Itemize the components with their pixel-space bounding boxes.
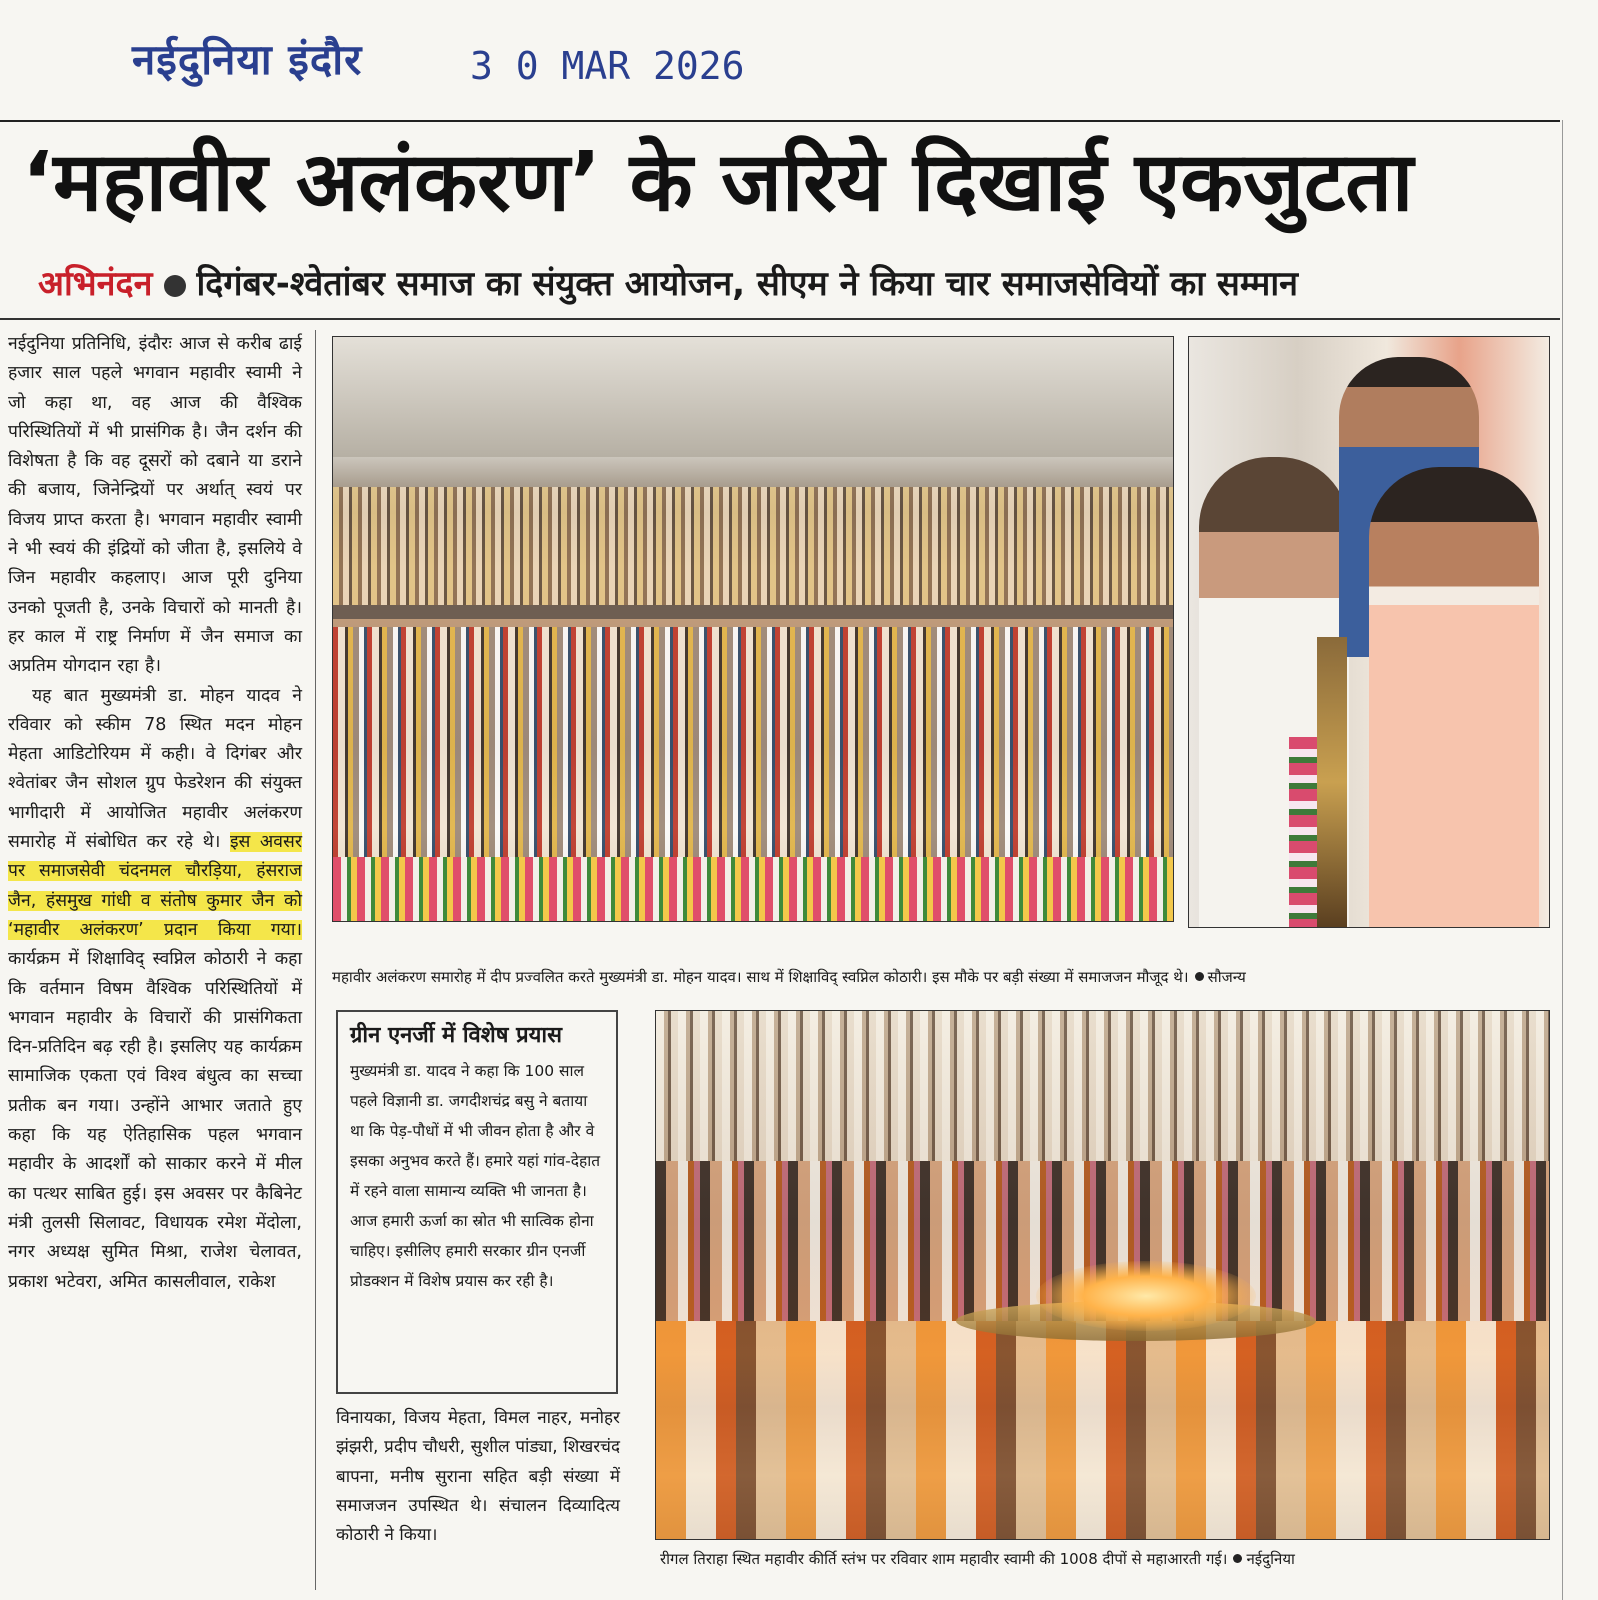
photo-ceiling bbox=[333, 337, 1173, 457]
date-stamp: 3 0 MAR 2026 bbox=[470, 44, 745, 88]
article-paragraph-2 bbox=[8, 682, 302, 1297]
headline: ‘महावीर अलंकरण’ के जरिये दिखाई एकजुटता bbox=[22, 135, 1414, 230]
article-paragraph-1: नईदुनिया प्रतिनिधि, इंदौरः आज से करीब ढाई हजार साल पहले भगवान महावीर स्वामी ने जो कहा था, वह आज की वैश्विक परिस्थितियों में भी प्रासंगिक है। जैन दर्शन की विशेषता है कि वह दूसरों को दबाने या डराने की बजाय, जिनेन्द्रियों पर अर्थात् स्वयं पर विजय प्राप्त करता है। भगवान महावीर स्वामी ने भी स्वयं की इंद्रियों को जीता है, इसलिये वे जिन महावीर कहलाए। आज पूरी दुनिया उनको पूजती है, उनके विचारों को मानती है। हर काल में राष्ट्र निर्माण में जैन समाज का अप्रतिम योगदान रहा है। bbox=[8, 334, 302, 677]
photo-balcony-rail bbox=[333, 605, 1173, 619]
credit-dot-icon bbox=[1195, 972, 1204, 981]
article-paragraph-2a: यह बात मुख्यमंत्री डा. मोहन यादव ने रविवार को स्कीम 78 स्थित मदन मोहन मेहता आडिटोरियम में कही। वे दिगंबर और श्वेतांबर जैन सोशल ग्रुप फेडरेशन की संयुक्त भागीदारी में आयोजित महावीर अलंकरण समारोह में संबोधित कर रहे थे। bbox=[8, 685, 302, 853]
sidebar-box bbox=[336, 1010, 618, 1394]
article-column-1 bbox=[8, 330, 302, 1297]
highlighted-text: इस अवसर पर समाजसेवी चंदनमल चौरड़िया, हंसराज जैन, हंसमुख गांधी व संतोष कुमार जैन को ‘महावीर अलंकरण’ प्रदान किया गया। bbox=[8, 832, 302, 940]
caption-2-text: रीगल तिराहा स्थित महावीर कीर्ति स्तंभ पर रविवार शाम महावीर स्वामी की 1008 दीपों से महाआरती गई। bbox=[660, 1550, 1228, 1568]
box-title: ग्रीन एनर्जी में विशेष प्रयास bbox=[350, 1023, 562, 1048]
kicker-rule bbox=[0, 318, 1560, 320]
photo-balcony-crowd bbox=[333, 487, 1173, 617]
credit-dot-icon bbox=[1233, 1554, 1242, 1563]
kicker-tag: अभिनंदन bbox=[38, 264, 153, 304]
newspaper-stamp: नईदुनिया इंदौर bbox=[132, 35, 363, 84]
caption-2-credit: नईदुनिया bbox=[1246, 1550, 1295, 1568]
kicker-text: दिगंबर-श्वेतांबर समाज का संयुक्त आयोजन, सीएम ने किया चार समाजसेवियों का सम्मान bbox=[196, 264, 1299, 304]
photo-stage-flowers bbox=[333, 857, 1173, 921]
photo-lamp bbox=[1317, 637, 1347, 927]
photo-main-crowd bbox=[333, 627, 1173, 857]
article-column-2 bbox=[336, 1404, 620, 1550]
kicker-bullet bbox=[164, 275, 186, 297]
article-paragraph-2b: कार्यक्रम में शिक्षाविद् स्वप्निल कोठारी ने कहा कि वर्तमान विषम वैश्विक परिस्थितियों में भगवान महावीर के विचारों की प्रासंगिकता दिन-प्रतिदिन बढ़ रही है। इसलिए यह कार्यक्रम सामाजिक एकता एवं विश्व बंधुत्व का सच्चा प्रतीक बन गया। उन्होंने आभार जताते हुए कहा कि यह ऐतिहासिक पहल भगवान महावीर के आदर्शों को साकार करने में मील का पत्थर साबित हुई। इस अवसर पर कैबिनेट मंत्री तुलसी सिलावट, विधायक रमेश मेंदोला, नगर अध्यक्ष सुमित मिश्रा, राजेश चेलावत, प्रकाश भटेवरा, अमित कासलीवाल, राकेश bbox=[8, 949, 302, 1292]
photo-background-crowd bbox=[656, 1011, 1549, 1161]
photo-caption-2 bbox=[660, 1548, 1548, 1570]
caption-1-text: महावीर अलंकरण समारोह में दीप प्रज्वलित करते मुख्यमंत्री डा. मोहन यादव। साथ में शिक्षाविद् स्वप्निल कोठारी। इस मौके पर बड़ी संख्या में समाजजन मौजूद थे। bbox=[332, 968, 1189, 986]
box-body: मुख्यमंत्री डा. यादव ने कहा कि 100 साल पहले विज्ञानी डा. जगदीशचंद्र बसु ने बताया था कि पेड़-पौधों में भी जीवन होता है और वे इसका अनुभव करते हैं। हमारे यहां गांव-देहात में रहने वाला सामान्य व्यक्ति भी जानता है। आज हमारी ऊर्जा का स्रोत भी सात्विक होना चाहिए। इसीलिए हमारी सरकार ग्रीन एनर्जी प्रोडक्शन में विशेष प्रयास कर रही है। bbox=[350, 1062, 601, 1290]
article-paragraph-3: विनायका, विजय मेहता, विमल नाहर, मनोहर झंझरी, प्रदीप चौधरी, सुशील पांड्या, शिखरचंद बापना, मनीष सुराना सहित बड़ी संख्या में समाजजन उपस्थित थे। संचालन दिव्यादित्य कोठारी ने किया। bbox=[336, 1408, 620, 1546]
photo-caption-1 bbox=[332, 966, 1548, 988]
photo-aarti-flames bbox=[1036, 1261, 1256, 1331]
photo-person-right bbox=[1369, 467, 1539, 927]
right-edge-rule bbox=[1562, 120, 1563, 1600]
auditorium-audience-photo bbox=[332, 336, 1174, 922]
kicker bbox=[38, 262, 1298, 306]
top-rule bbox=[0, 120, 1560, 122]
caption-1-credit: सौजन्य bbox=[1207, 968, 1246, 986]
column-divider bbox=[315, 330, 316, 1590]
photo-front-people bbox=[656, 1321, 1549, 1539]
maha-aarti-photo bbox=[655, 1010, 1550, 1540]
lamp-lighting-photo bbox=[1188, 336, 1550, 928]
